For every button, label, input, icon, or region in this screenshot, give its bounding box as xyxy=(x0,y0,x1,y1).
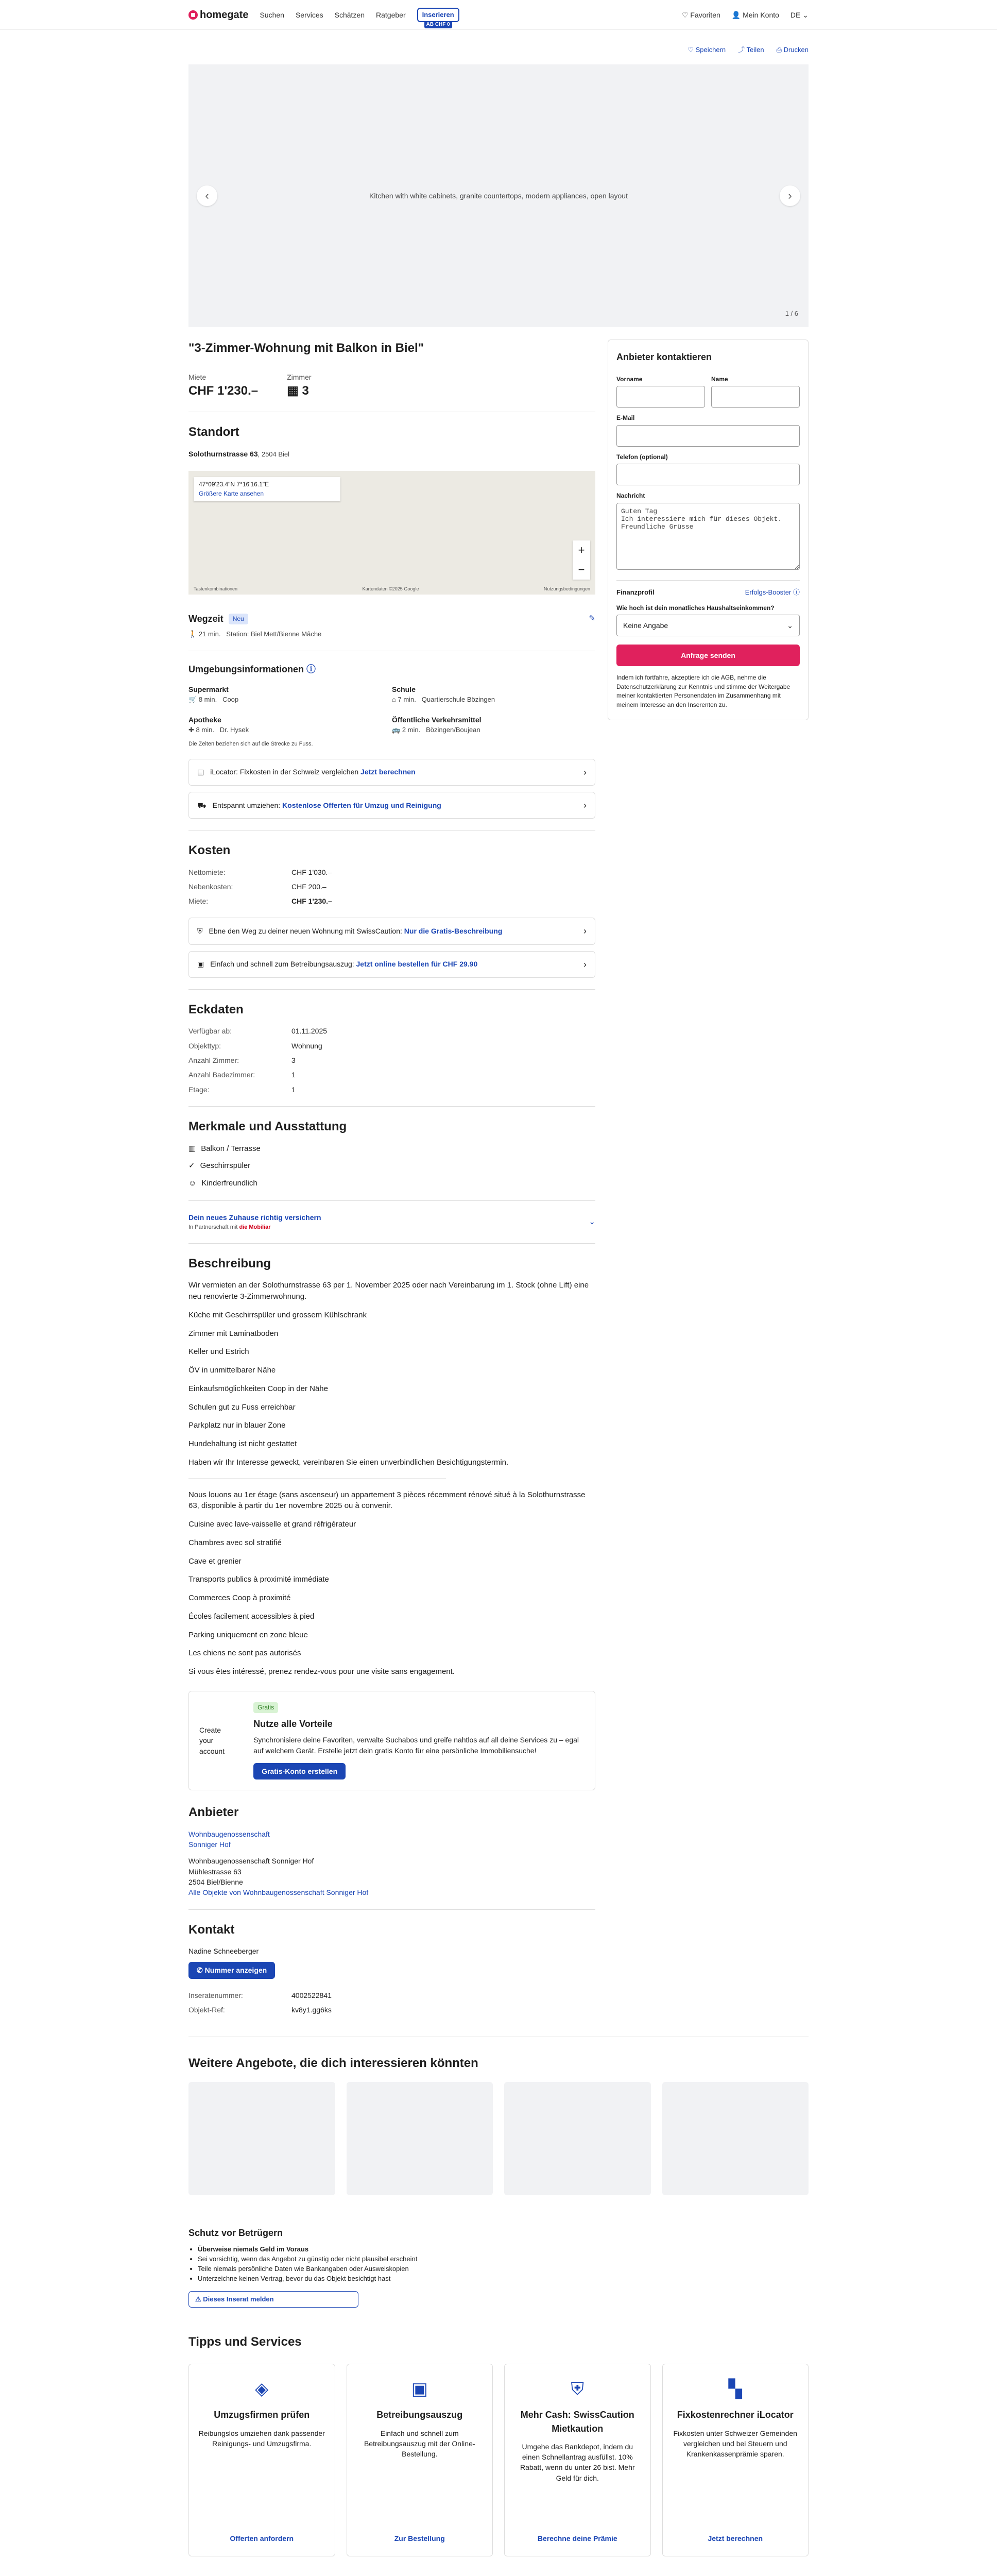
chevron-left-icon: ‹ xyxy=(205,189,209,202)
contact-form: Anbieter kontaktieren Vorname Name E-Mail Telefon (optional) Nachricht Guten Tag Ich interessiere mich für dieses Objekt. Freundliche Grüsse Finanzprofil Erfolgs-Booster ⓘ Wie hoch ist dein monatliches Haushaltseinkommen? Keine Angabe ⌄ Anfrage senden Indem ich fortfahre, akzeptiere ich die AGB, nehme die Datenschutzerklärung zur Kenntnis und stimme der Weitergabe meiner kontaktierten Personendaten im Zusammenhang mit meinem Interesse an den Inserenten zu. xyxy=(608,340,809,720)
nav-schaetzen[interactable]: Schätzen xyxy=(334,10,365,19)
inserieren-button[interactable]: Inserieren AB CHF 0 xyxy=(417,8,459,23)
shopping-cart-icon: 🛒 xyxy=(188,695,197,703)
feature-item: ☺ Kinderfreundlich xyxy=(188,1178,595,1189)
map-coordinates: 47°09'23.4"N 7°16'16.1"E xyxy=(199,481,269,488)
service-link[interactable]: Offerten anfordern xyxy=(230,2534,294,2543)
zoom-in-button[interactable]: + xyxy=(578,544,585,557)
image-gallery[interactable] xyxy=(188,64,809,327)
map-shortcuts[interactable]: Tastenkombinationen xyxy=(194,586,238,592)
top-navbar xyxy=(0,0,997,30)
logo-icon xyxy=(188,10,198,20)
map-info-box xyxy=(194,477,340,501)
features-heading: Merkmale und Ausstattung xyxy=(188,1119,347,1133)
homegate-logo[interactable]: homegate xyxy=(188,8,248,23)
share-button[interactable]: ⤴ Teilen xyxy=(738,46,764,54)
service-card: ▚ Fixkostenrechner iLocator Fixkosten unter Schweizer Gemeinden vergleichen und bei Steuern und Krankenkassenprämie sparen. Jetzt berechnen xyxy=(662,2364,809,2556)
description-heading: Beschreibung xyxy=(188,1256,271,1270)
chevron-right-icon: › xyxy=(583,926,587,937)
nav-ratgeber[interactable]: Ratgeber xyxy=(376,10,406,19)
provider-link[interactable]: Wohnbaugenossenschaft Sonniger Hof xyxy=(188,1829,270,1849)
recommendation-card-placeholder xyxy=(347,2082,493,2195)
account-link[interactable]: 👤 Mein Konto xyxy=(731,10,779,19)
wegzeit-time: 21 min. xyxy=(198,630,221,638)
gallery-prev-button[interactable] xyxy=(197,185,217,206)
provider-name: Wohnbaugenossenschaft Sonniger Hof xyxy=(188,1857,314,1866)
service-link[interactable]: Zur Bestellung xyxy=(394,2534,445,2543)
recommendation-card-placeholder xyxy=(504,2082,651,2195)
service-link[interactable]: Jetzt berechnen xyxy=(708,2534,763,2543)
gallery-caption: Kitchen with white cabinets, granite countertops, modern appliances, open layout xyxy=(369,191,628,200)
chevron-right-icon: › xyxy=(583,767,587,777)
surroundings-heading: Umgebungsinformationen ⓘ xyxy=(188,664,316,675)
map-terms[interactable]: Nutzungsbedingungen xyxy=(543,586,590,592)
listing-actions xyxy=(188,30,809,64)
costs-heading: Kosten xyxy=(188,843,231,857)
fraud-heading: Schutz vor Betrügern xyxy=(188,2228,283,2239)
email-input[interactable] xyxy=(616,425,800,447)
save-button[interactable]: ♡ Speichern xyxy=(687,46,726,54)
account-cta-text: Synchronisiere deine Favoriten, verwalte Suchabos und greife nahtlos auf all deine Services zu – egal auf welchem Gerät. Erstelle jetzt dein gratis Konto für eine persönliche Immobiliensuche! xyxy=(253,1736,579,1755)
gallery-next-button[interactable] xyxy=(780,185,800,206)
all-objects-link[interactable]: Alle Objekte von Wohnbaugenossenschaft Sonniger Hof xyxy=(188,1888,369,1897)
heart-icon: ♡ xyxy=(687,46,694,54)
message-textarea[interactable] xyxy=(616,503,800,570)
share-icon: ⤴ xyxy=(738,46,745,54)
finance-label: Finanzprofil xyxy=(616,588,655,597)
chevron-right-icon: › xyxy=(788,189,792,202)
sidebar xyxy=(608,340,809,2019)
walk-icon: 🚶 xyxy=(188,630,197,638)
surroundings-note: Die Zeiten beziehen sich auf die Strecke zu Fuss. xyxy=(188,740,313,747)
service-card: ▣ Betreibungsauszug Einfach und schnell zum Betreibungsauszug mit der Online-Bestellung. Zur Bestellung xyxy=(347,2364,493,2556)
main-column: "3-Zimmer-Wohnung mit Balkon in Biel" Miete CHF 1'230.– Zimmer ▦ 3 Standort Solothurnstrasse 63, 2504 Biel 47°09'23.4"N 7°16'16.1"E Größere Karte ansehen + − Tastenkombinationen Kartendaten ©2025 Google Nutzungsbedingungen Wegzeit Neu ✎ 🚶 21 min. Station: Biel Mett/Bienne Mâche Umgebungsinformationen ⓘ Supermarkt 🛒 8 min. Coop Schule ⌂ 7 min. Quartierschule Bözingen Apotheke ✚ 8 min. Dr. Hysek Öffentliche Verkehrsmittel 🚌 2 min. Bözingen/Boujean Die Zeiten beziehen sich auf die Strecke zu Fuss. ▤ iLocator: Fixkosten in der Schweiz vergleichen Jetzt berechnen › ⛟ Entspannt umziehen: Kostenlose Offerten für Umzug und Reinigung › Kosten Nettomiete: CHF 1'030.– Nebenkosten: CHF 200.– Miete: CHF 1'230.– ⛨ Ebne den Weg zu deiner neuen Wohnung mit SwissCaution: Nur die Gratis-Beschreibung › ▣ Einfach und schnell zum Betreibungsauszug: Jetzt online bestellen für CHF 29.90 › Eckdaten Verfügbar ab: 01.11.2025 Objekttyp: Wohnung Anzahl Zimmer: 3 Anzahl Badezimmer: 1 Etage: 1 Merkmale und Ausstattung ▥ Balkon / Terrasse ✓ Geschirrspüler ☺ Kinderfreundlich Dein neues Zuhause richtig versichern In Partnerschaft mit die Mobiliar ⌄ Beschreibung Wir vermieten an der Solothurnstrasse 63 per 1. November 2025 oder nach Vereinbarung im 1. Stock (ohne Lift) eine neu renovierte 3-Zimmerwohnung. Küche mit Geschirrspüler und grossem Kühlschrank Zimmer mit Laminatboden Keller und Estrich ÖV in unmittelbarer Nähe Einkaufsmöglichkeiten Coop in der Nähe Schulen gut zu Fuss erreichbar Parkplatz nur in blauer Zone Hundehaltung ist nicht gestattet Haben wir Ihr Interesse geweckt, vereinbaren Sie einen unverbindlichen Besichtigungstermin. Nous louons au 1er étage (sans ascenseur) un appartement 3 pièces récemment rénové situé à la Solothurnstrasse 63, disponible à partir du 1er novembre 2025 ou à convenir. Cuisine avec lave-vaisselle et grand réfrigérateur Chambres avec sol stratifié Cave et grenier Transports publics à proximité immédiate Commerces Coop à proximité Écoles facilement accessibles à pied Parking uniquement en zone bleue Les chiens ne sont pas autorisés Si vous êtes intéressé, prenez rendez-vous pour une visite sans engagement. Create your account Gratis Nutze alle Vorteile Synchronisiere deine Favoriten, verwalte Suchabos und greife nahtlos auf all deine Services zu – egal auf welchem Gerät. Erstelle jetzt dein gratis Konto für eine persönliche Immobiliensuche! Gratis-Konto erstellen Anbieter Wohnbaugenossenschaft Sonniger Hof Wohnbaugenossenschaft Sonniger Hof Mühlestrasse 63 2504 Biel/Bienne Alle Objekte von Wohnbaugenossenschaft Sonniger Hof Kontakt Nadine Schneeberger ✆ Nummer anzeigen Inseratenummer: 4002522841 Objekt-Ref: kv8y1.gg6ks xyxy=(188,340,595,2019)
chevron-down-icon: ⌄ xyxy=(787,621,793,630)
chevron-right-icon: › xyxy=(583,800,587,810)
account-cta-illustration: Create your account xyxy=(199,1726,225,1755)
provider-heading: Anbieter xyxy=(188,1805,239,1819)
moving-promo[interactable]: ⛟ Entspannt umziehen: Kostenlose Offerten für Umzug und Reinigung › xyxy=(188,792,595,819)
account-cta-card xyxy=(188,1691,595,1790)
recommendation-list xyxy=(188,2082,809,2195)
mobiliar-logo: die Mobiliar xyxy=(239,1224,271,1230)
contact-person: Nadine Schneeberger xyxy=(188,1947,259,1956)
create-account-button[interactable]: Gratis-Konto erstellen xyxy=(253,1763,346,1780)
edit-icon[interactable]: ✎ xyxy=(589,614,595,623)
more-heading: Weitere Angebote, die dich interessieren könnten xyxy=(188,2056,478,2071)
shield-icon: ⛨ xyxy=(197,927,203,936)
map-icon: ▚ xyxy=(728,2379,742,2399)
listing-title: "3-Zimmer-Wohnung mit Balkon in Biel" xyxy=(188,341,424,355)
info-icon: ⓘ xyxy=(793,588,800,597)
rent-value: CHF 1'230.– xyxy=(188,383,259,398)
services-heading: Tipps und Services xyxy=(188,2335,302,2349)
favorites-link[interactable]: ♡ Favoriten xyxy=(681,10,720,19)
send-request-button[interactable]: Anfrage senden xyxy=(616,645,800,666)
service-link[interactable]: Berechne deine Prämie xyxy=(537,2534,617,2543)
new-badge: Neu xyxy=(229,614,248,624)
report-listing-button[interactable]: ⚠ Dieses Inserat melden xyxy=(188,2291,358,2308)
recommendation-card-placeholder xyxy=(188,2082,335,2195)
floorplan-icon: ▦ xyxy=(287,383,299,398)
user-icon: 👤 xyxy=(731,10,741,19)
lastname-input[interactable] xyxy=(711,386,800,408)
bus-icon: 🚌 xyxy=(392,725,401,734)
provider-street: Mühlestrasse 63 xyxy=(188,1867,242,1876)
ilocator-promo[interactable]: ▤ iLocator: Fixkosten in der Schweiz vergleichen Jetzt berechnen › xyxy=(188,759,595,786)
warning-icon: ⚠ xyxy=(195,2295,201,2303)
surrounding-item: Supermarkt 🛒 8 min. Coop xyxy=(188,685,239,703)
larger-map-link[interactable]: Größere Karte ansehen xyxy=(199,489,264,497)
school-icon: ⌂ xyxy=(392,695,396,703)
document-icon: ▣ xyxy=(197,960,204,969)
rent-label: Miete xyxy=(188,372,207,381)
income-select[interactable]: Keine Angabe ⌄ xyxy=(616,615,800,636)
calculator-icon: ▤ xyxy=(197,768,204,776)
contact-form-heading: Anbieter kontaktieren xyxy=(616,351,712,362)
nav-services[interactable]: Services xyxy=(295,10,323,19)
nav-suchen[interactable]: Suchen xyxy=(260,10,284,19)
map-zoom-control xyxy=(573,540,590,580)
chevron-down-icon: ⌄ xyxy=(802,10,809,19)
language-select[interactable]: DE ⌄ xyxy=(790,10,809,19)
show-number-button[interactable]: ✆ Nummer anzeigen xyxy=(188,1962,275,1979)
recommendation-card-placeholder xyxy=(662,2082,809,2195)
feature-item: ✓ Geschirrspüler xyxy=(188,1160,595,1172)
gallery-counter: 1 / 6 xyxy=(785,310,798,317)
print-button[interactable]: ⎙ Drucken xyxy=(776,46,809,54)
moving-link[interactable]: Kostenlose Offerten für Umzug und Reinigung xyxy=(282,801,441,809)
eckdaten-heading: Eckdaten xyxy=(188,1002,244,1016)
gratis-badge: Gratis xyxy=(253,1702,278,1713)
box-icon: ◈ xyxy=(255,2379,269,2399)
pharmacy-icon: ✚ xyxy=(188,725,194,734)
finance-booster-link[interactable]: Erfolgs-Booster ⓘ xyxy=(745,588,800,597)
description-section: Beschreibung Wir vermieten an der Solothurnstrasse 63 per 1. November 2025 oder nach Vereinbarung im 1. Stock (ohne Lift) eine neu renovierte 3-Zimmerwohnung. Küche mit Geschirrspüler und grossem Kühlschrank Zimmer mit Laminatboden Keller und Estrich ÖV in unmittelbarer Nähe Einkaufsmöglichkeiten Coop in der Nähe Schulen gut zu Fuss erreichbar Parkplatz nur in blauer Zone Hundehaltung ist nicht gestattet Haben wir Ihr Interesse geweckt, vereinbaren Sie einen unverbindlichen Besichtigungstermin. Nous louons au 1er étage (sans ascenseur) un appartement 3 pièces récemment rénové situé à la Solothurnstrasse 63, disponible à partir du 1er novembre 2025 ou à convenir. Cuisine avec lave-vaisselle et grand réfrigérateur Chambres avec sol stratifié Cave et grenier Transports publics à proximité immédiate Commerces Coop à proximité Écoles facilement accessibles à pied Parking uniquement en zone bleue Les chiens ne sont pas autorisés Si vous êtes intéressé, prenez rendez-vous pour une visite sans engagement. xyxy=(188,1255,595,1677)
chevron-right-icon: › xyxy=(583,959,587,970)
ilocator-link[interactable]: Jetzt berechnen xyxy=(360,768,416,776)
phone-input[interactable] xyxy=(616,464,800,485)
surrounding-item: Schule ⌂ 7 min. Quartierschule Bözingen xyxy=(392,685,495,703)
wegzeit-label: Wegzeit xyxy=(188,614,224,624)
shield-icon: ⛨ xyxy=(571,2379,584,2399)
address-street: Solothurnstrasse 63 xyxy=(188,449,258,458)
swisscaution-link[interactable]: Nur die Gratis-Beschreibung xyxy=(404,927,503,936)
heart-icon: ♡ xyxy=(681,10,689,19)
phone-icon: ✆ xyxy=(197,1965,203,1974)
contact-heading: Kontakt xyxy=(188,1922,235,1937)
address-city: , 2504 Biel xyxy=(257,450,290,458)
surrounding-item: Apotheke ✚ 8 min. Dr. Hysek xyxy=(188,716,249,734)
feature-item: ▥ Balkon / Terrasse xyxy=(188,1143,595,1155)
rooms-label: Zimmer xyxy=(287,372,312,381)
child-icon: ☺ xyxy=(188,1179,197,1188)
wegzeit-station: Station: Biel Mett/Bienne Mâche xyxy=(226,630,322,638)
account-cta-title: Nutze alle Vorteile xyxy=(253,1719,333,1730)
map-data: Kartendaten ©2025 Google xyxy=(362,586,419,592)
betreibung-link[interactable]: Jetzt online bestellen für CHF 29.90 xyxy=(356,960,478,969)
surrounding-item: Öffentliche Verkehrsmittel 🚌 2 min. Bözingen/Boujean xyxy=(392,716,482,734)
info-icon[interactable]: ⓘ xyxy=(306,664,316,675)
legal-text: Indem ich fortfahre, akzeptiere ich die AGB, nehme die Datenschutzerklärung zur Kenntnis und stimme der Weitergabe meiner kontaktierten Personendaten im Zusammenhang mit meinem Interesse an den Inserenten zu. xyxy=(616,674,790,708)
rooms-value: ▦ 3 xyxy=(287,383,309,398)
inserieren-badge: AB CHF 0 xyxy=(424,21,452,29)
truck-icon: ⛟ xyxy=(197,801,207,809)
firstname-input[interactable] xyxy=(616,386,705,408)
map[interactable] xyxy=(188,471,595,595)
chevron-down-icon: ⌄ xyxy=(589,1217,595,1226)
document-icon: ▣ xyxy=(411,2379,428,2399)
swisscaution-promo[interactable]: ⛨ Ebne den Weg zu deiner neuen Wohnung mit SwissCaution: Nur die Gratis-Beschreibung › xyxy=(188,918,595,944)
insurance-promo[interactable]: Dein neues Zuhause richtig versichern In Partnerschaft mit die Mobiliar ⌄ xyxy=(188,1213,595,1230)
insurance-link[interactable]: Dein neues Zuhause richtig versichern xyxy=(188,1213,321,1222)
check-icon: ✓ xyxy=(188,1161,195,1171)
location-heading: Standort xyxy=(188,425,239,439)
service-card: ◈ Umzugsfirmen prüfen Reibungslos umziehen dank passender Reinigungs- und Umzugsfirma. Offerten anfordern xyxy=(188,2364,335,2556)
service-card: ⛨ Mehr Cash: SwissCaution Mietkaution Umgehe das Bankdepot, indem du einen Schnellantrag ausfüllst. 10% Rabatt, wenn du unter 26 bist. Mehr Geld für dich. Berechne deine Prämie xyxy=(504,2364,651,2556)
provider-city: 2504 Biel/Bienne xyxy=(188,1877,243,1886)
zoom-out-button[interactable]: − xyxy=(578,563,585,577)
balcony-icon: ▥ xyxy=(188,1144,196,1153)
betreibung-promo[interactable]: ▣ Einfach und schnell zum Betreibungsauszug: Jetzt online bestellen für CHF 29.90 › xyxy=(188,951,595,978)
printer-icon: ⎙ xyxy=(776,46,782,54)
